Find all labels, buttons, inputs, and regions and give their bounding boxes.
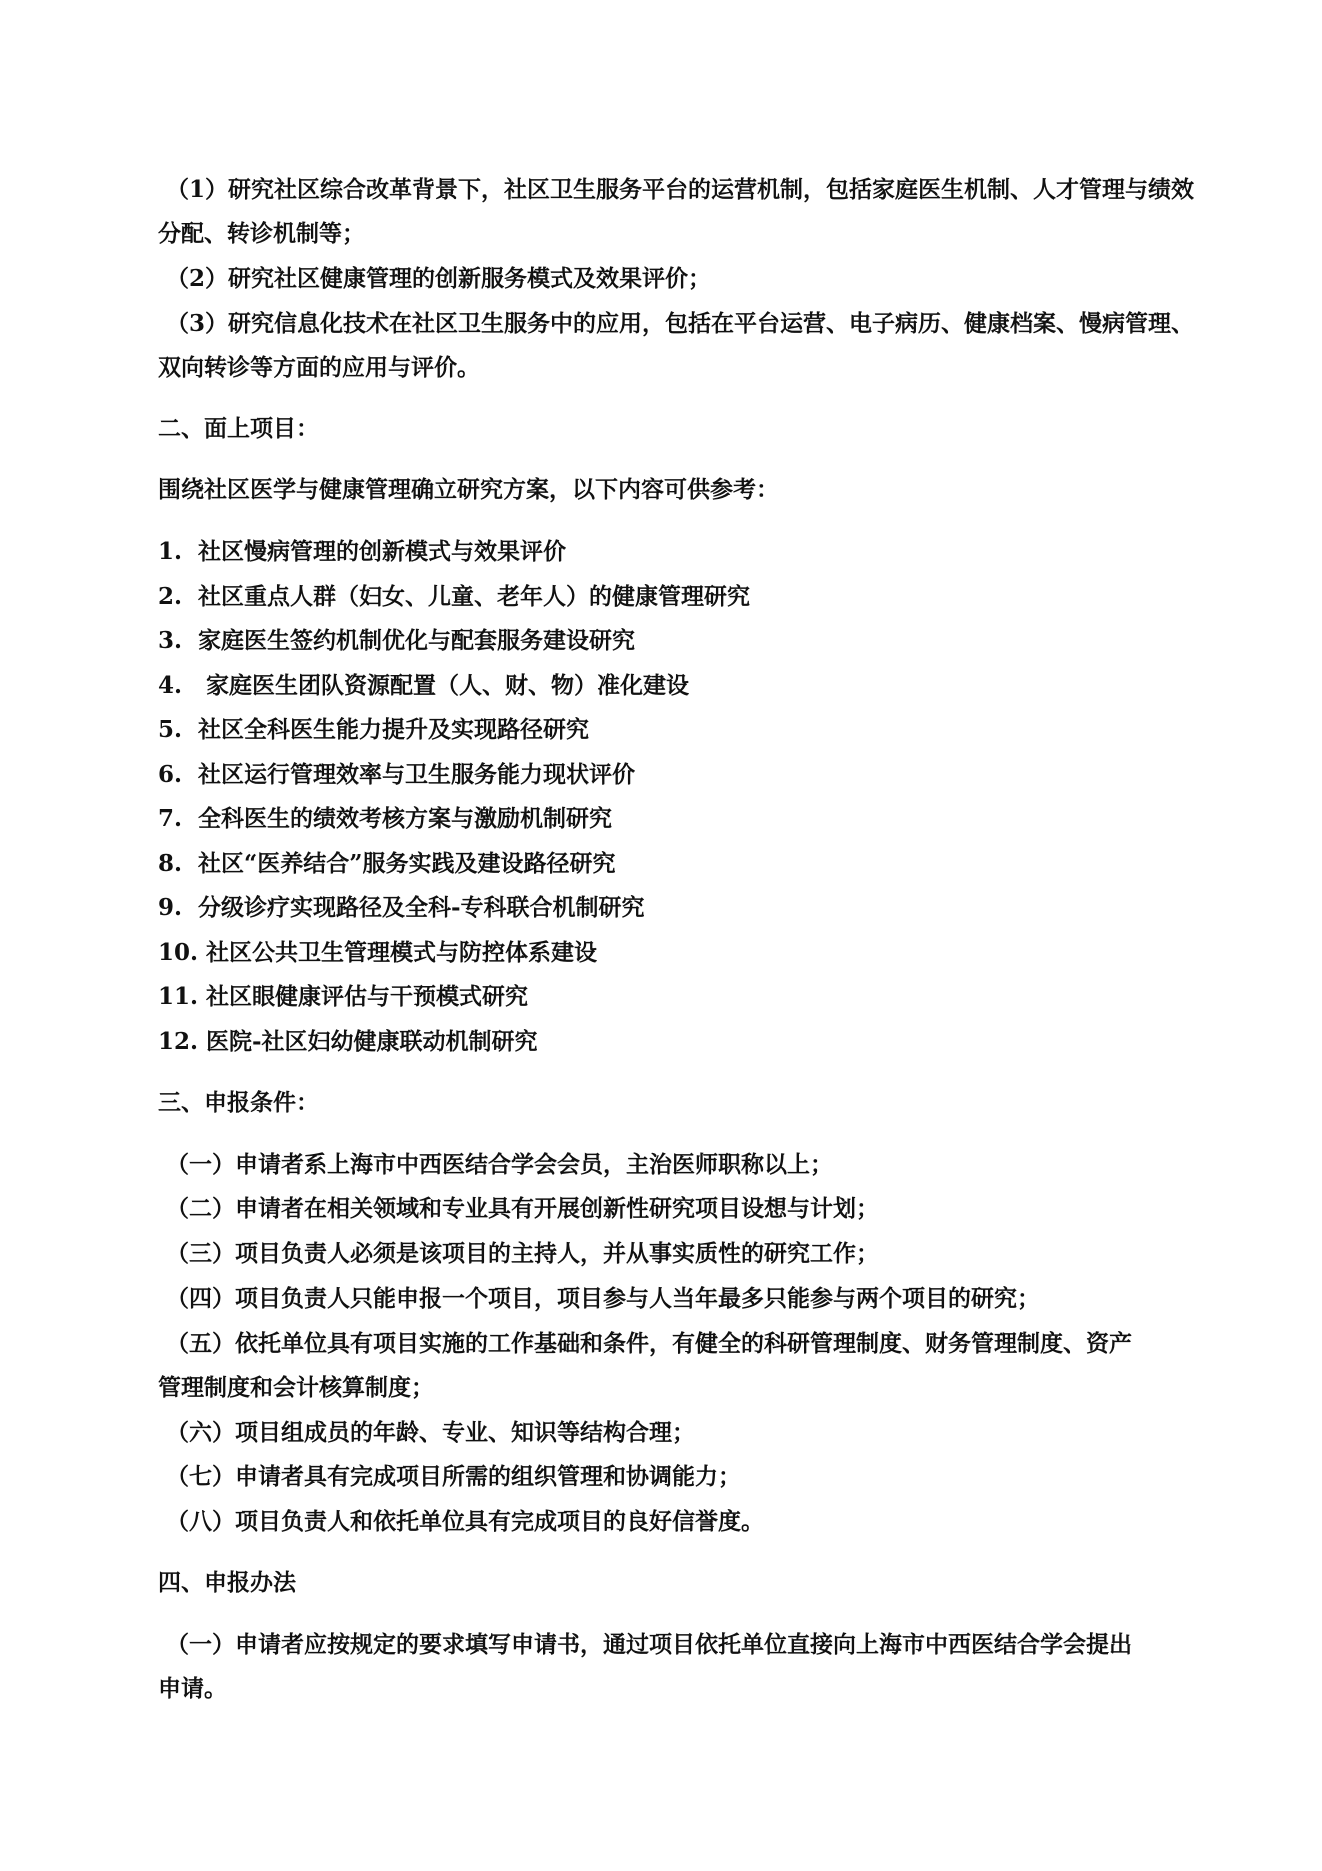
section-3-heading: 三、申报条件： bbox=[158, 1089, 319, 1116]
condition-item-8: （八）项目负责人和依托单位具有完成项目的良好信誉度。 bbox=[166, 1508, 764, 1535]
condition-item-1: （一）申请者系上海市中西医结合学会会员，主治医师职称以上； bbox=[166, 1151, 833, 1178]
topic-list-item bbox=[158, 582, 1208, 612]
topic-number: 1. bbox=[158, 538, 183, 565]
research-item-3-line-1: （3）研究信息化技术在社区卫生服务中的应用，包括在平台运营、电子病历、健康档案、慢病管理、 bbox=[166, 310, 1195, 337]
topic-list-item bbox=[158, 804, 1208, 834]
topic-text: 家庭医生签约机制优化与配套服务建设研究 bbox=[198, 627, 635, 654]
method-item-1-line-2: 申请。 bbox=[158, 1675, 227, 1702]
topic-text: 分级诊疗实现路径及全科-专科联合机制研究 bbox=[198, 894, 645, 921]
topic-number: 4. bbox=[158, 672, 183, 699]
topic-text: 家庭医生团队资源配置（人、财、物）准化建设 bbox=[198, 672, 690, 699]
section-4-heading: 四、申报办法 bbox=[158, 1569, 296, 1596]
method-item-1-line-1: （一）申请者应按规定的要求填写申请书，通过项目依托单位直接向上海市中西医结合学会提出 bbox=[166, 1631, 1132, 1658]
topic-text: 医院-社区妇幼健康联动机制研究 bbox=[206, 1028, 538, 1055]
topic-number: 6. bbox=[158, 761, 183, 788]
topic-list-item bbox=[158, 671, 1208, 701]
topic-number: 8. bbox=[158, 850, 183, 877]
topic-list-item bbox=[158, 982, 1208, 1012]
topic-list-item bbox=[158, 938, 1208, 968]
topic-text: 社区全科医生能力提升及实现路径研究 bbox=[198, 716, 589, 743]
topic-list-item bbox=[158, 715, 1208, 745]
research-item-1-line-1: （1）研究社区综合改革背景下，社区卫生服务平台的运营机制，包括家庭医生机制、人才管理与绩效 bbox=[166, 176, 1195, 203]
topic-list-item bbox=[158, 1027, 1208, 1057]
condition-item-3: （三）项目负责人必须是该项目的主持人，并从事实质性的研究工作； bbox=[166, 1240, 879, 1267]
topic-number: 3. bbox=[158, 627, 183, 654]
topic-text: 社区公共卫生管理模式与防控体系建设 bbox=[206, 939, 597, 966]
condition-item-4: （四）项目负责人只能申报一个项目，项目参与人当年最多只能参与两个项目的研究； bbox=[166, 1285, 1040, 1312]
topic-number: 11. bbox=[158, 983, 199, 1010]
condition-item-5-line-1: （五）依托单位具有项目实施的工作基础和条件，有健全的科研管理制度、财务管理制度、资产 bbox=[166, 1330, 1132, 1357]
topic-text: 社区眼健康评估与干预模式研究 bbox=[206, 983, 528, 1010]
research-item-2: （2）研究社区健康管理的创新服务模式及效果评价； bbox=[166, 265, 712, 292]
condition-item-5-line-2: 管理制度和会计核算制度； bbox=[158, 1374, 434, 1401]
topic-text: 社区“医养结合”服务实践及建设路径研究 bbox=[198, 850, 616, 877]
topic-text: 社区慢病管理的创新模式与效果评价 bbox=[198, 538, 566, 565]
topic-list-item bbox=[158, 849, 1208, 879]
topic-text: 全科医生的绩效考核方案与激励机制研究 bbox=[198, 805, 612, 832]
topic-text: 社区运行管理效率与卫生服务能力现状评价 bbox=[198, 761, 635, 788]
section-2-intro: 围绕社区医学与健康管理确立研究方案，以下内容可供参考： bbox=[158, 476, 779, 503]
topic-number: 9. bbox=[158, 894, 183, 921]
condition-item-7: （七）申请者具有完成项目所需的组织管理和协调能力； bbox=[166, 1463, 741, 1490]
topic-number: 5. bbox=[158, 716, 183, 743]
topic-number: 7. bbox=[158, 805, 183, 832]
topic-text: 社区重点人群（妇女、儿童、老年人）的健康管理研究 bbox=[198, 583, 750, 610]
section-2-heading: 二、面上项目： bbox=[158, 415, 319, 442]
topic-number: 2. bbox=[158, 583, 183, 610]
topic-number: 10. bbox=[158, 939, 199, 966]
condition-item-2: （二）申请者在相关领域和专业具有开展创新性研究项目设想与计划； bbox=[166, 1195, 879, 1222]
condition-item-6: （六）项目组成员的年龄、专业、知识等结构合理； bbox=[166, 1419, 695, 1446]
topic-list-item bbox=[158, 537, 1208, 567]
research-item-1-line-2: 分配、转诊机制等； bbox=[158, 220, 365, 247]
topic-list-item bbox=[158, 760, 1208, 790]
topic-list-item bbox=[158, 893, 1208, 923]
research-item-3-line-2: 双向转诊等方面的应用与评价。 bbox=[158, 354, 480, 381]
topic-number: 12. bbox=[158, 1028, 199, 1055]
topic-list-item bbox=[158, 626, 1208, 656]
